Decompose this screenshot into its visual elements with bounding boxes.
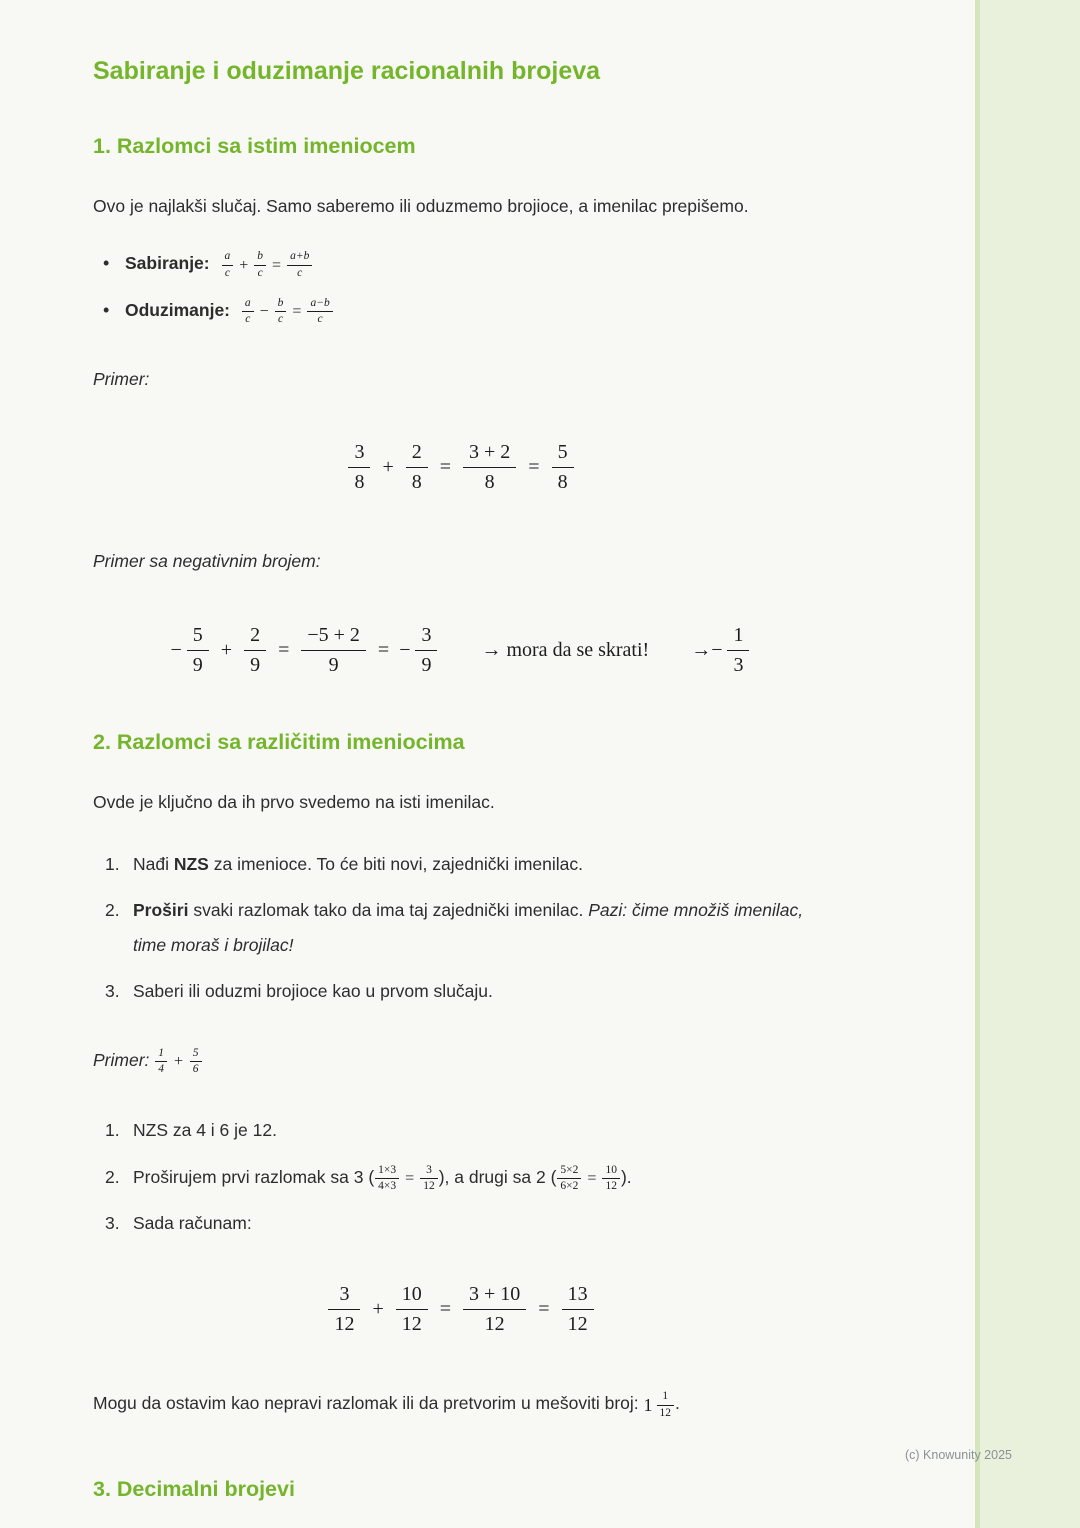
bullet-icon: • <box>103 299 110 320</box>
addition-formula <box>221 250 314 279</box>
fraction <box>420 1164 438 1193</box>
fraction-denominator: 12 <box>484 1313 505 1336</box>
side-stripe <box>975 0 1080 1528</box>
step-text-bold: Proširi <box>133 900 189 921</box>
math-op: = <box>405 1169 415 1187</box>
expand-second-fraction <box>556 1163 621 1192</box>
fraction <box>190 1047 202 1076</box>
fraction-denominator: c <box>257 266 263 279</box>
fraction <box>657 1390 675 1419</box>
fraction <box>463 1282 526 1337</box>
fraction-denominator: 12 <box>567 1313 588 1336</box>
fraction-denominator: 9 <box>328 653 339 676</box>
fraction-numerator: b <box>254 250 266 265</box>
mixed-number <box>643 1390 676 1419</box>
step-text-bold: NZS <box>173 854 209 875</box>
equation-same-denominator <box>93 440 829 495</box>
worked-steps-list <box>93 1113 829 1240</box>
primer-2 <box>93 1042 829 1080</box>
math-op: = <box>538 1298 550 1321</box>
step-item-3 <box>105 974 813 1008</box>
fraction-numerator: 3 <box>328 1282 360 1310</box>
step-number: 2. <box>105 1166 120 1187</box>
math-op: = <box>439 456 451 479</box>
fraction <box>375 1164 399 1193</box>
step-number: 2. <box>105 900 120 921</box>
fraction-numerator: 3 <box>420 1164 438 1179</box>
math-op: + <box>239 256 249 274</box>
fraction <box>562 1282 594 1337</box>
fraction-numerator: a+b <box>287 250 312 265</box>
fraction-numerator: 1×3 <box>375 1164 399 1179</box>
math-op: + <box>382 456 394 479</box>
step-number: 1. <box>105 1120 120 1141</box>
math-sign: − <box>399 638 411 661</box>
fraction-denominator: 8 <box>354 471 365 494</box>
expand-first-fraction <box>374 1163 439 1192</box>
fraction <box>244 623 266 678</box>
fraction <box>155 1047 167 1076</box>
fraction-denominator: 8 <box>484 471 495 494</box>
fraction-denominator: 4×3 <box>378 1179 397 1192</box>
fraction-numerator: 5 <box>190 1047 202 1062</box>
section1-heading: 1. Razlomci sa istim imeniocem <box>93 133 416 158</box>
step-item-2 <box>105 893 813 961</box>
math-text: → <box>691 638 712 661</box>
fraction <box>222 250 234 279</box>
fraction-numerator: 3 + 10 <box>463 1282 526 1310</box>
math-op: = <box>278 638 290 661</box>
fraction <box>602 1164 620 1193</box>
fraction <box>254 250 266 279</box>
math-op: + <box>220 638 233 661</box>
fraction-numerator: 2 <box>406 440 428 468</box>
step-number: 1. <box>105 854 120 875</box>
fraction-numerator: 3 + 2 <box>463 440 516 468</box>
fraction-denominator: 6×2 <box>560 1179 579 1192</box>
fraction-denominator: 8 <box>411 471 422 494</box>
footer-credit: (c) Knowunity 2025 <box>904 1448 1012 1462</box>
step-number: 3. <box>105 1213 120 1234</box>
fraction-denominator: 4 <box>158 1063 164 1076</box>
fraction <box>242 297 254 326</box>
fraction-numerator: 3 <box>348 440 370 468</box>
fraction <box>463 440 516 495</box>
step-text <box>133 854 583 874</box>
step-text-mid: svaki razlomak tako da ima taj zajednički imenilac. <box>188 900 589 921</box>
math-text: → mora da se skrati! <box>481 638 650 661</box>
fraction-numerator: 10 <box>602 1164 620 1179</box>
closing-text: Mogu da ostavim kao nepravi razlomak ili da pretvorim u mešoviti broj: <box>93 1393 644 1414</box>
fraction-denominator: 12 <box>605 1179 617 1192</box>
fraction-numerator: 5 <box>552 440 574 468</box>
math-sign: − <box>170 638 182 661</box>
fraction-numerator: 1 <box>155 1047 167 1062</box>
fraction-numerator: b <box>275 297 287 312</box>
step-number: 3. <box>105 980 120 1001</box>
fraction-numerator: a <box>222 250 234 265</box>
primer-2-expression <box>154 1047 202 1076</box>
fraction-denominator: 12 <box>334 1313 355 1336</box>
fraction <box>396 1282 428 1337</box>
work-text <box>133 1163 632 1192</box>
fraction-numerator: 10 <box>396 1282 428 1310</box>
math-op: = <box>587 1169 597 1187</box>
fraction <box>557 1164 581 1193</box>
fraction-numerator: a <box>242 297 254 312</box>
fraction-numerator: 1 <box>657 1390 675 1405</box>
closing-paragraph <box>93 1385 829 1424</box>
fraction-denominator: c <box>297 266 303 279</box>
fraction <box>552 440 574 495</box>
formula-label: Oduzimanje: <box>125 299 231 320</box>
math-op: = <box>292 303 302 321</box>
fraction-numerator: 13 <box>562 1282 594 1310</box>
fraction-denominator: 12 <box>659 1406 671 1419</box>
work-text: NZS za 4 i 6 je 12. <box>133 1120 277 1141</box>
fraction-denominator: 3 <box>733 653 744 676</box>
page-title: Sabiranje i oduzimanje racionalnih brojeva <box>93 57 601 85</box>
fraction-denominator: c <box>224 266 230 279</box>
step-text: Saberi ili oduzmi brojioce kao u prvom slučaju. <box>133 980 493 1001</box>
fraction <box>307 297 332 326</box>
steps-list <box>93 847 829 1008</box>
step-text <box>133 900 803 954</box>
work-item-2 <box>105 1160 813 1195</box>
math-sign: − <box>711 638 723 661</box>
fraction <box>275 297 287 326</box>
math-op: = <box>377 638 390 661</box>
formula-label: Sabiranje: <box>125 253 210 274</box>
fraction-numerator: a−b <box>307 297 332 312</box>
primer-negative-label: Primer sa negativnim brojem: <box>93 551 321 572</box>
work-item-3 <box>105 1206 813 1240</box>
fraction-denominator: c <box>317 313 323 326</box>
fraction-denominator: 8 <box>557 471 568 494</box>
subtraction-formula <box>241 297 334 326</box>
step-text-post: za imenioce. To će biti novi, zajednički imenilac. <box>208 854 584 875</box>
fraction <box>328 1282 360 1337</box>
formula-list <box>93 249 829 326</box>
fraction <box>301 623 366 678</box>
closing-period: . <box>675 1393 680 1414</box>
fraction-denominator: c <box>245 313 251 326</box>
fraction-numerator: 1 <box>727 623 749 651</box>
equation-negative-example <box>93 623 829 678</box>
work-item-1 <box>105 1113 813 1147</box>
fraction-numerator: 3 <box>415 623 437 651</box>
section2-intro: Ovde je ključno da ih prvo svedemo na isti imenilac. <box>93 791 495 812</box>
math-num: 1 <box>643 1394 653 1415</box>
content-column <box>93 57 829 1528</box>
primer-2-label: Primer: <box>93 1049 155 1070</box>
work-text-post: ). <box>620 1166 632 1187</box>
fraction-denominator: 12 <box>423 1179 435 1192</box>
formula-item-oduzimanje <box>93 296 829 327</box>
equation-different-denominator <box>93 1282 829 1337</box>
work-text-mid: ), a drugi sa 2 ( <box>438 1166 557 1187</box>
fraction-numerator: 2 <box>244 623 266 651</box>
work-text-pre: Proširujem prvi razlomak sa 3 ( <box>133 1166 375 1187</box>
step-text-italic: Pazi: čime množiš imenilac, time moraš i brojilac! <box>133 900 804 955</box>
fraction-numerator: −5 + 2 <box>301 623 366 651</box>
fraction <box>727 623 749 678</box>
math-op: = <box>439 1298 451 1321</box>
math-op: = <box>528 456 540 479</box>
fraction-numerator: 5 <box>187 623 209 651</box>
fraction-denominator: 9 <box>192 653 203 676</box>
math-op: + <box>372 1298 384 1321</box>
fraction-denominator: 6 <box>192 1063 199 1076</box>
section1-intro: Ovo je najlakši slučaj. Samo saberemo ili oduzmemo brojioce, a imenilac prepišemo. <box>93 195 749 216</box>
fraction-denominator: 12 <box>401 1313 422 1336</box>
fraction-numerator: 5×2 <box>557 1164 581 1179</box>
step-item-1 <box>105 847 813 881</box>
section3-heading: 3. Decimalni brojevi <box>93 1476 295 1501</box>
fraction <box>415 623 437 678</box>
fraction <box>406 440 428 495</box>
fraction-denominator: 9 <box>421 653 432 676</box>
fraction <box>348 440 370 495</box>
fraction <box>287 250 312 279</box>
math-op: = <box>272 256 282 274</box>
step-text-pre: Nađi <box>133 854 174 875</box>
formula-item-sabiranje <box>93 249 829 280</box>
math-op: + <box>173 1052 184 1070</box>
fraction <box>187 623 209 678</box>
math-op: − <box>259 303 269 321</box>
fraction-denominator: 9 <box>250 653 261 676</box>
bullet-icon: • <box>103 253 110 274</box>
primer-label: Primer: <box>93 368 150 389</box>
section2-heading: 2. Razlomci sa različitim imeniocima <box>93 729 465 754</box>
work-text: Sada računam: <box>133 1213 252 1234</box>
fraction-denominator: c <box>277 313 284 326</box>
